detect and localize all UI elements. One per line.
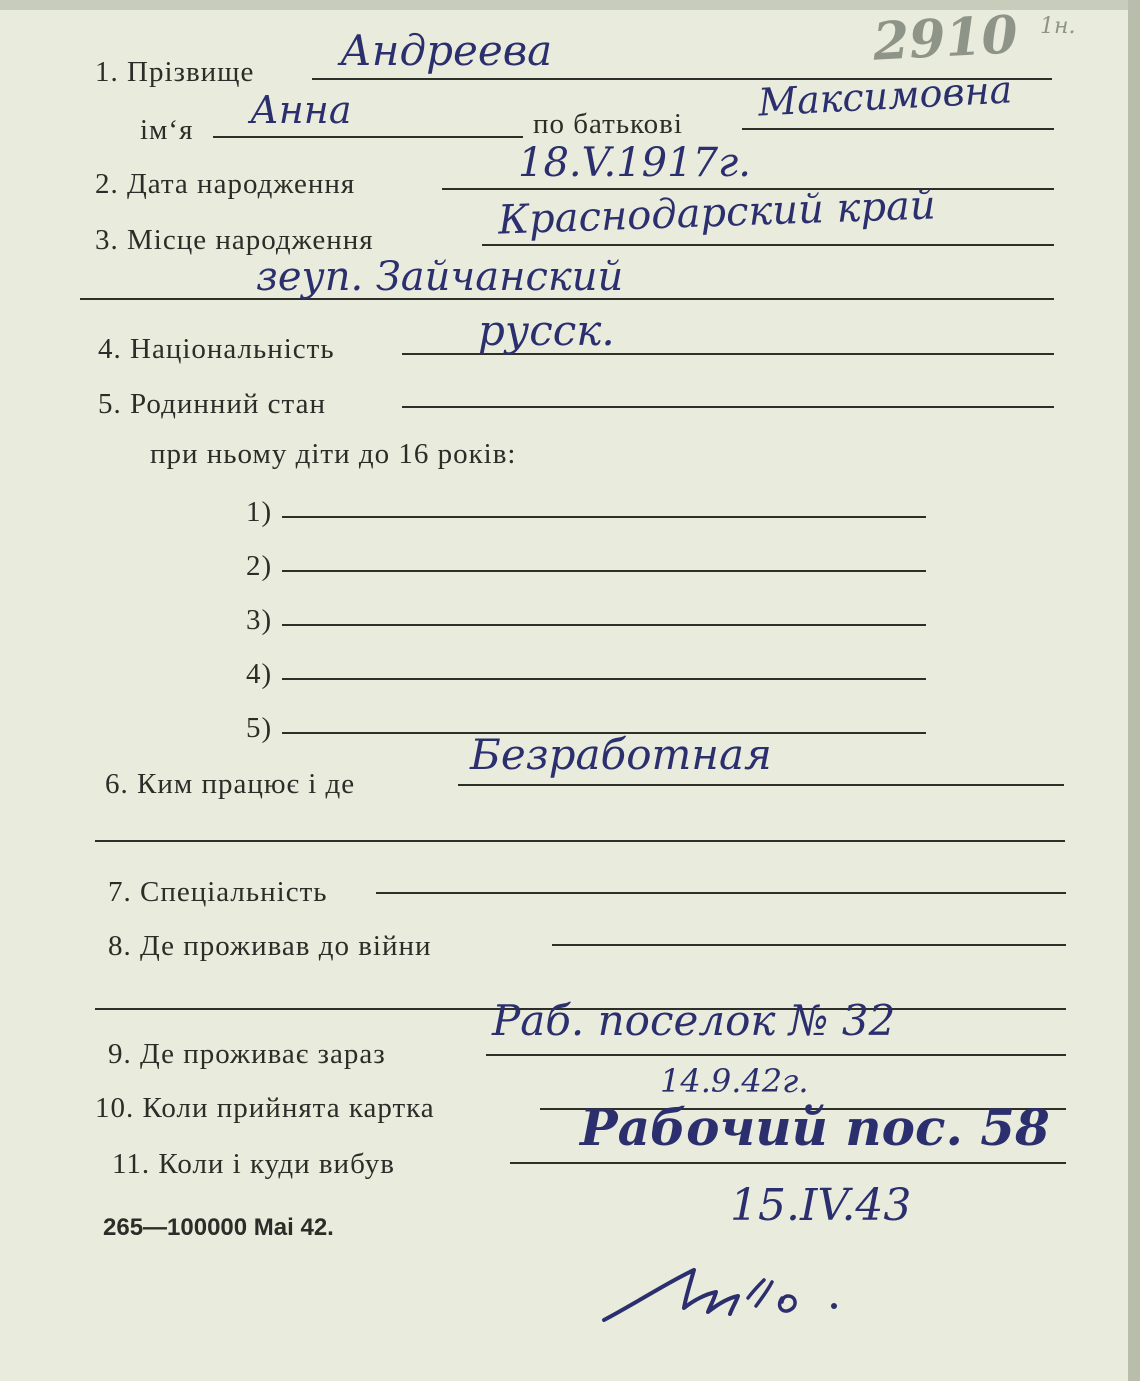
occupation-value: Безработная: [470, 730, 772, 779]
speciality-label: 7. Спеціальність: [108, 876, 328, 908]
surname-value: Андреева: [340, 26, 553, 75]
birth-date-value: 18.V.1917г.: [518, 140, 751, 186]
child-2-label: 2): [246, 550, 273, 582]
prewar-residence-line-1: [552, 944, 1066, 946]
nationality-label: 4. Національність: [98, 333, 335, 365]
current-residence-line: [486, 1054, 1066, 1056]
family-status-line: [402, 406, 1054, 408]
child-3-label: 3): [246, 604, 273, 636]
occupation-label: 6. Ким працює і де: [105, 768, 356, 800]
birth-place-value-2: зеуп. Зайчанский: [256, 254, 624, 300]
child-2-line: [282, 570, 926, 572]
card-number: 2910: [871, 4, 1020, 73]
signature-scribble: [598, 1262, 848, 1332]
children-label: при ньому діти до 16 років:: [150, 438, 517, 470]
name-label: ім‘я: [140, 114, 194, 146]
birth-place-label: 3. Місце народження: [95, 224, 374, 256]
nationality-value: русск.: [478, 306, 615, 355]
birth-place-value-1: Краснодарский край: [497, 182, 937, 244]
print-code: 265—100000 Mai 42.: [103, 1214, 334, 1241]
current-residence-label: 9. Де проживає зараз: [108, 1038, 386, 1070]
child-1-label: 1): [246, 496, 273, 528]
name-value: Анна: [250, 88, 352, 132]
child-4-label: 4): [246, 658, 273, 690]
departure-label: 11. Коли і куди вибув: [112, 1148, 395, 1180]
occupation-line-2: [95, 840, 1065, 842]
card-number-suffix: 1н.: [1040, 14, 1076, 39]
card-accepted-label: 10. Коли прийнята картка: [95, 1092, 435, 1124]
child-3-line: [282, 624, 926, 626]
prewar-residence-label: 8. Де проживав до війни: [108, 930, 432, 962]
departure-line: [510, 1162, 1066, 1164]
speciality-line: [376, 892, 1066, 894]
patronymic-line: [742, 128, 1054, 130]
card-accepted-value: 14.9.42г.: [660, 1062, 809, 1100]
patronymic-label: по батькові: [533, 108, 683, 140]
child-5-label: 5): [246, 712, 273, 744]
family-status-label: 5. Родинний стан: [98, 388, 326, 420]
birth-place-line-1: [482, 244, 1054, 246]
surname-label: 1. Прізвище: [95, 56, 255, 88]
occupation-line-1: [458, 784, 1064, 786]
patronymic-value: Максимовна: [757, 67, 1014, 125]
departure-date-value: 15.IV.43: [730, 1180, 912, 1231]
name-line: [213, 136, 523, 138]
departure-value: Рабочий пос. 58: [580, 1098, 1050, 1157]
current-residence-value: Раб. поселок № 32: [492, 996, 896, 1045]
paper-edge-right: [1128, 0, 1140, 1381]
child-1-line: [282, 516, 926, 518]
birth-date-label: 2. Дата народження: [95, 168, 356, 200]
child-4-line: [282, 678, 926, 680]
